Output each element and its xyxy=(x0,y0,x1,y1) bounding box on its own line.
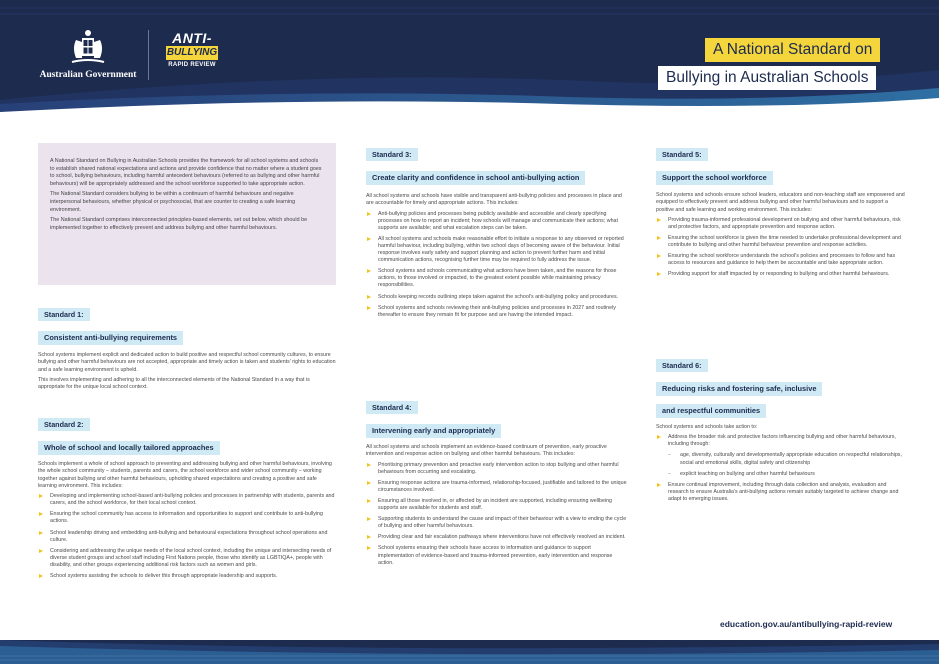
footer-bar xyxy=(0,640,939,664)
list-item: Ensuring the school workforce understands the school's policies and processes to follow and has access to resources and guidance to help them be accountable and take appropriate action. xyxy=(656,253,906,267)
list-item: School leadership driving and embedding anti-bullying and behavioural expectations throughout school operations and culture. xyxy=(38,530,336,544)
logo-anti: ANTI- xyxy=(172,30,212,46)
standard-4 xyxy=(366,397,628,571)
list-item: Ensuring the school workforce is given the time needed to undertake professional development and contribute to bullying and other harmful behaviour prevention and response activities. xyxy=(656,235,906,249)
standard-2 xyxy=(38,414,336,584)
list-item: Ensuring the school community has access to information and opportunities to support and contribute to anti-bullying actions. xyxy=(38,511,336,525)
list-item: Ensure continual improvement, including through data collection and analysis, evaluation and research to ensure Australia's anti-bullying actions remain suitably targeted to achieve change and adapt to emerging issues. xyxy=(656,482,906,503)
australian-government-logo xyxy=(38,28,138,84)
bullet-list xyxy=(38,493,336,580)
logo-bullying: BULLYING xyxy=(166,47,218,58)
list-item: School systems and schools reviewing their anti-bullying policies and processes in 2027 and routinely thereafter to ensure they remain fit for purpose and are having the intended impact. xyxy=(366,305,628,319)
standard-label: Standard 2: xyxy=(38,418,90,431)
standard-heading: Whole of school and locally tailored approaches xyxy=(38,441,220,455)
standard-label: Standard 5: xyxy=(656,148,708,161)
standard-paragraph: School systems and schools take action to: xyxy=(656,424,758,430)
list-item: All school systems and schools make reasonable effort to initiate a response to any observed or reported harmful behaviour, including bullying, within two school days of becoming aware of the behaviour. Initial response involves early safety and support planning and action to prevent further harm and initial communication actions, recognising further time may be required to fully address the issue. xyxy=(366,236,628,264)
standard-heading: Consistent anti-bullying requirements xyxy=(38,331,183,345)
list-item: Schools keeping records outlining steps taken against the school's anti-bullying policy and procedures. xyxy=(366,294,628,301)
standard-paragraph: All school systems and schools have visible and transparent anti-bullying policies and processes in place and are accountable for timely and appropriate actions. This includes: xyxy=(366,193,622,207)
list-item: Providing clear and fair escalation pathways where interventions have not effectively resolved an incident. xyxy=(366,534,628,541)
list-item: Prioritising primary prevention and proactive early intervention action to stop bullying and other harmful behaviours from occurring and escalating. xyxy=(366,462,628,476)
bullet-list xyxy=(366,211,628,319)
bullet-list xyxy=(656,217,906,279)
page-header xyxy=(0,0,939,112)
coat-of-arms-icon xyxy=(68,28,108,66)
list-item: Anti-bullying policies and processes being publicly available and accessible and clearly specifying processes on how to report an incident; how schools will manage and communicate their actions; what supports are available; and what escalation steps can be taken. xyxy=(366,211,628,232)
sub-bullet-list xyxy=(668,452,906,477)
list-item: School systems and schools communicating what actions have been taken, and the reasons for those actions, to those involved or impacted, to the greatest extent possible while maintaining privacy responsibilities. xyxy=(366,268,628,289)
standard-label: Standard 4: xyxy=(366,401,418,414)
standard-paragraph: School systems and schools ensure school leaders, educators and non-teaching staff are empowered and equipped to effectively prevent and address bullying and other harmful behaviours and to support a positive and safe learning and working environment. This includes: xyxy=(656,192,905,213)
standard-label: Standard 3: xyxy=(366,148,418,161)
standard-heading: Support the school workforce xyxy=(656,171,773,185)
standard-paragraph: This involves implementing and adhering to all the interconnected elements of the National Standard in a way that is appropriate for the unique local school context. xyxy=(38,376,310,391)
footer-decoration xyxy=(0,640,939,664)
list-item: Ensuring all those involved in, or affected by an incident are supported, including ensuring wellbeing supports are available for students and staff. xyxy=(366,498,628,512)
intro-box xyxy=(38,143,336,285)
standard-label: Standard 1: xyxy=(38,308,90,321)
standard-paragraph: School systems implement explicit and dedicated action to build positive and respectful school community cultures, to ensure bullying and other harmful behaviours are not accepted, appropriate and timely action is taken and students' rights to education and a safe learning environment is upheld. xyxy=(38,352,336,373)
anti-bullying-logo xyxy=(163,30,221,78)
logo-rapid-review: RAPID REVIEW xyxy=(168,62,216,68)
list-item: Address the broader risk and protective factors influencing bullying and other harmful behaviours, including through: xyxy=(656,434,906,448)
logo-divider xyxy=(148,30,149,80)
title-line-2: Bullying in Australian Schools xyxy=(658,66,876,90)
standard-heading: Intervening early and appropriately xyxy=(366,424,501,438)
list-item: Supporting students to understand the cause and impact of their behaviour with a view to ending the cycle of bullying and other harmful behaviours. xyxy=(366,516,628,530)
bullet-list xyxy=(366,462,628,567)
intro-paragraph: A National Standard on Bullying in Australian Schools provides the framework for all school systems and schools to establish shared national expectations and actions and provide confidence that no matter where a student goes to school, bullying behaviours, including harmful antecedent behaviours (referred to as bullying and other harmful behaviours) will be appropriately addressed and the school workforce supported to take appropriate action. xyxy=(50,158,322,187)
standard-heading: Create clarity and confidence in school anti-bullying action xyxy=(366,171,585,185)
footer-url[interactable]: education.gov.au/antibullying-rapid-review xyxy=(720,619,893,629)
gov-name: Australian Government xyxy=(39,70,137,80)
list-item: Providing support for staff impacted by or responding to bullying and other harmful behaviours. xyxy=(656,271,906,278)
standard-paragraph: All school systems and schools implement an evidence-based continuum of prevention, early proactive intervention and response action on bullying and other harmful behaviours. This includes: xyxy=(366,444,607,458)
bullet-list xyxy=(656,434,906,448)
sub-list-item: – explicit teaching on bullying and other harmful behaviours xyxy=(668,470,815,477)
standard-5 xyxy=(656,144,906,283)
standard-heading: Reducing risks and fostering safe, inclusive xyxy=(656,382,822,396)
standard-paragraph: Schools implement a whole of school approach to preventing and addressing bullying and other harmful behaviours, involving the whole school community – students, parents and carers, the school workforce and wider school community – working together against bullying and other harmful behaviours, upholding shared expectations and creating a positive and safe learning environment. This includes: xyxy=(38,461,332,489)
intro-paragraph: The National Standard considers bullying to be within a continuum of harmful behaviours and negative interpersonal behaviours, whether physical or psychosocial, that are counter to creating a safe learning environment. xyxy=(50,191,296,213)
standard-6 xyxy=(656,355,906,507)
standard-heading: and respectful communities xyxy=(656,404,766,418)
title-line-1: A National Standard on xyxy=(705,38,880,62)
list-item: Ensuring response actions are trauma-informed, relationship-focused, justifiable and tailored to the unique circumstances involved. xyxy=(366,480,628,494)
list-item: Providing trauma-informed professional development on bullying and other harmful behaviours, risk and protective factors, and appropriate prevention and response action. xyxy=(656,217,906,231)
sub-list-item: – age, diversity, culturally and developmentally appropriate education on respectful relationships, social and emotional skills, digital safety and citizenship xyxy=(668,452,902,466)
intro-paragraph: The National Standard comprises interconnected principles-based elements, set out below, which should be implemented together to effectively prevent and address bullying and other harmful behaviours. xyxy=(50,217,308,231)
list-item: School systems ensuring their schools have access to information and guidance to support implementation of evidence-based and trauma-informed prevention, early intervention and response action. xyxy=(366,545,628,566)
list-item: Developing and implementing school-based anti-bullying policies and processes in partnership with students, parents and carers, and the school workforce, for their local school context. xyxy=(38,493,336,507)
standard-3 xyxy=(366,144,628,323)
standard-label: Standard 6: xyxy=(656,359,708,372)
list-item: School systems assisting the schools to deliver this through appropriate leadership and supports. xyxy=(38,573,336,580)
standard-1 xyxy=(38,304,336,394)
list-item: Considering and addressing the unique needs of the local school context, including the unique and intersecting needs of diverse student groups and school staff including First Nations people, those who identify as LGBTIQA+, people with disability, and other groups experiencing additional risk factors such as women and girls. xyxy=(38,548,336,569)
bullet-list xyxy=(656,482,906,503)
